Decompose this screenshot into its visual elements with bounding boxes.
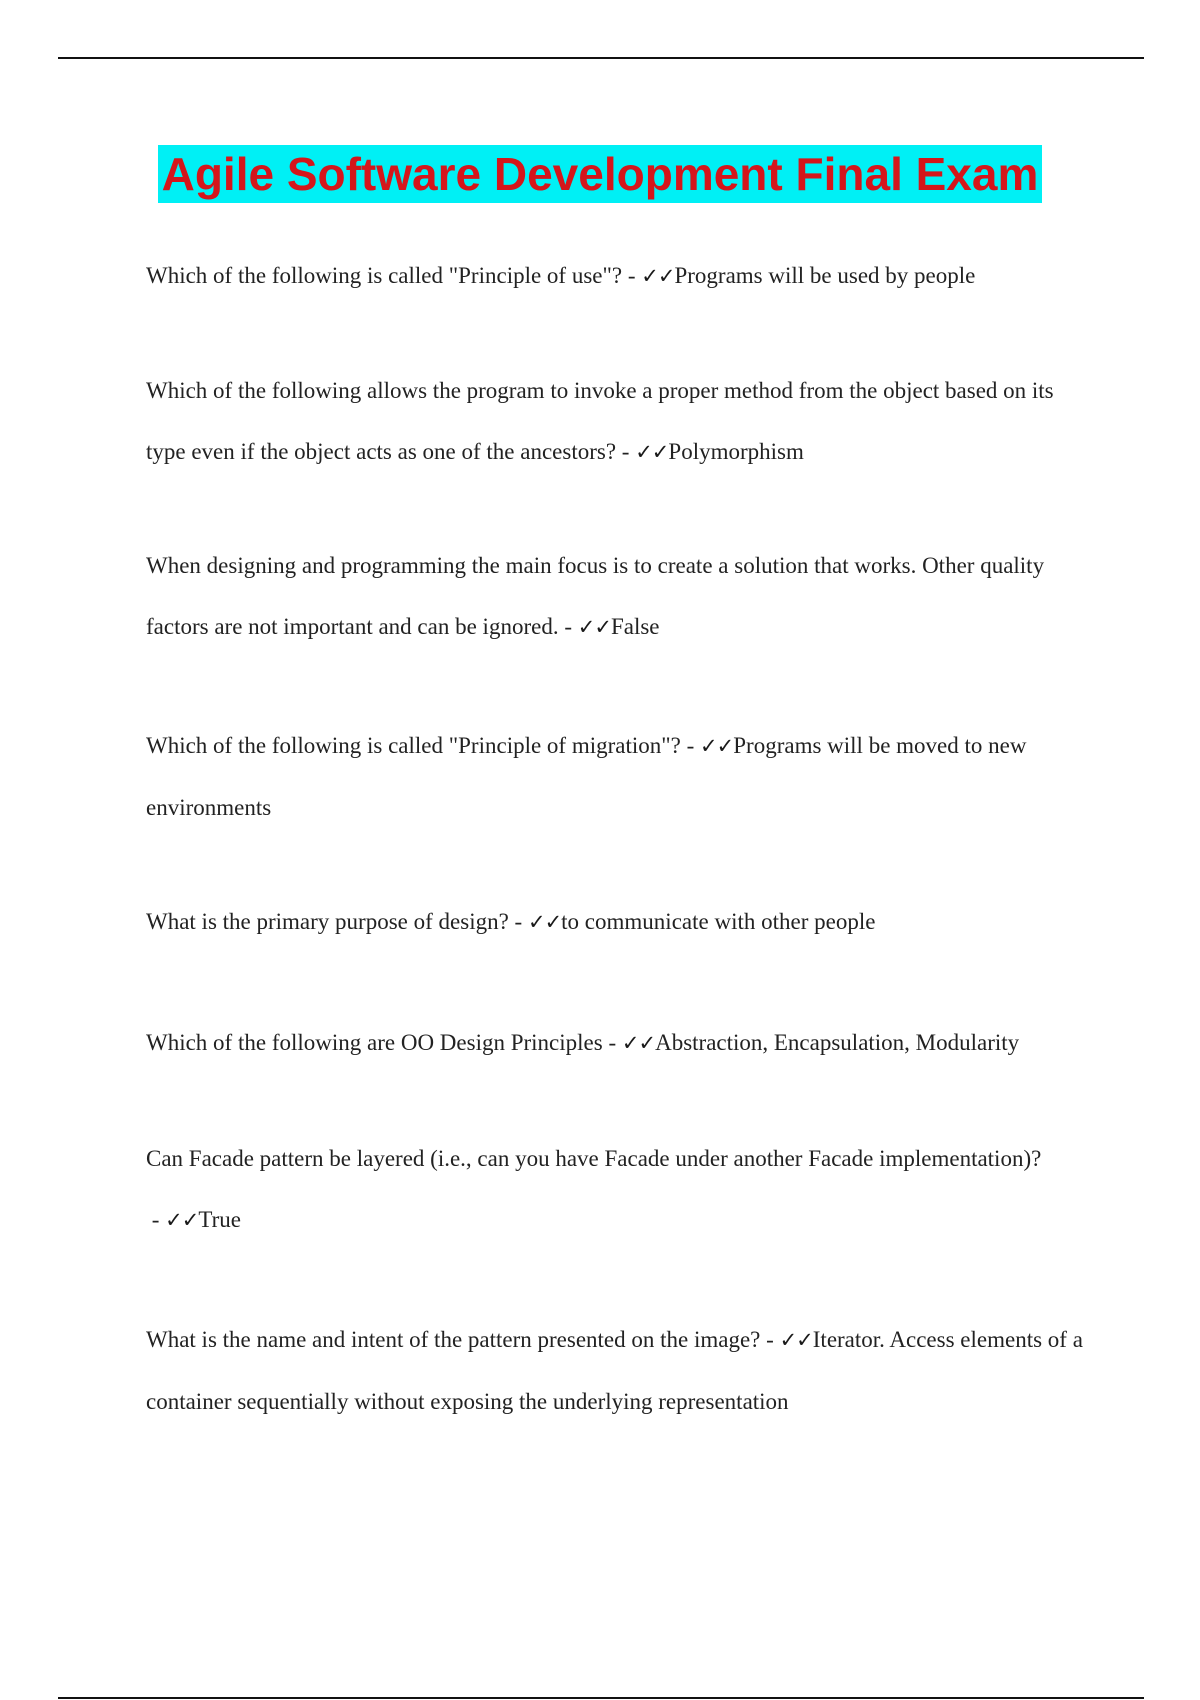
question-text: Which of the following are OO Design Principles bbox=[146, 1030, 603, 1055]
answer-text: Polymorphism bbox=[668, 439, 804, 464]
question-text: Which of the following is called "Principle of migration"? bbox=[146, 733, 681, 758]
question-text: What is the name and intent of the pattern presented on the image? bbox=[146, 1327, 761, 1352]
question-text: Which of the following is called "Principle of use"? bbox=[146, 263, 623, 288]
check-icon: ✓✓ bbox=[700, 734, 734, 758]
answer-text: Programs will be moved to new environments bbox=[146, 733, 1027, 820]
qa-item-5: What is the primary purpose of design? - ✓✓to communicate with other people bbox=[146, 909, 876, 934]
check-icon: ✓✓ bbox=[165, 1208, 199, 1232]
qa-item-2: Which of the following allows the program to invoke a proper method from the object based on its type even if the object acts as one of the ancestors? - ✓✓Polymorphism bbox=[146, 378, 1054, 464]
document-title: Agile Software Development Final Exam bbox=[158, 145, 1043, 203]
answer-text: Abstraction, Encapsulation, Modularity bbox=[655, 1030, 1020, 1055]
question-text: Which of the following allows the program to invoke a proper method from the object based on its type even if the object acts as one of the ancestors? bbox=[146, 378, 1054, 464]
title-container bbox=[0, 145, 1200, 203]
answer-text: to communicate with other people bbox=[561, 909, 876, 934]
answer-text: Programs will be used by people bbox=[674, 263, 976, 288]
check-icon: ✓✓ bbox=[577, 615, 611, 639]
bottom-rule bbox=[58, 1697, 1144, 1699]
answer-text: Iterator. Access elements of a container sequentially without exposing the underlying representation bbox=[146, 1327, 1083, 1414]
qa-item-7: Can Facade pattern be layered (i.e., can you have Facade under another Facade implementation)? - ✓✓True bbox=[146, 1146, 1042, 1232]
check-icon: ✓✓ bbox=[635, 440, 669, 464]
question-text: Can Facade pattern be layered (i.e., can you have Facade under another Facade implementation)? bbox=[146, 1146, 1042, 1171]
question-text: When designing and programming the main focus is to create a solution that works. Other quality factors are not important and can be ignored. bbox=[146, 553, 1045, 639]
answer-text: False bbox=[610, 614, 660, 639]
question-text: What is the primary purpose of design? bbox=[146, 909, 509, 934]
qa-item-1: Which of the following is called "Principle of use"? - ✓✓Programs will be used by people bbox=[146, 263, 976, 288]
answer-text: True bbox=[198, 1207, 241, 1232]
top-rule bbox=[58, 57, 1144, 59]
check-icon: ✓✓ bbox=[779, 1328, 813, 1352]
check-icon: ✓✓ bbox=[527, 910, 562, 934]
qa-item-3: When designing and programming the main focus is to create a solution that works. Other quality factors are not important and can be ignored. - ✓✓False bbox=[146, 553, 1045, 639]
qa-item-4: Which of the following is called "Principle of migration"? - ✓✓Programs will be moved to new environments bbox=[146, 733, 1027, 820]
qa-item-6: Which of the following are OO Design Principles - ✓✓Abstraction, Encapsulation, Modularity bbox=[146, 1030, 1020, 1055]
check-icon: ✓✓ bbox=[621, 1031, 656, 1055]
qa-item-8: What is the name and intent of the pattern presented on the image? - ✓✓Iterator. Access elements of a container sequentially without exposing the underlying representation bbox=[146, 1327, 1083, 1414]
check-icon: ✓✓ bbox=[641, 264, 675, 288]
